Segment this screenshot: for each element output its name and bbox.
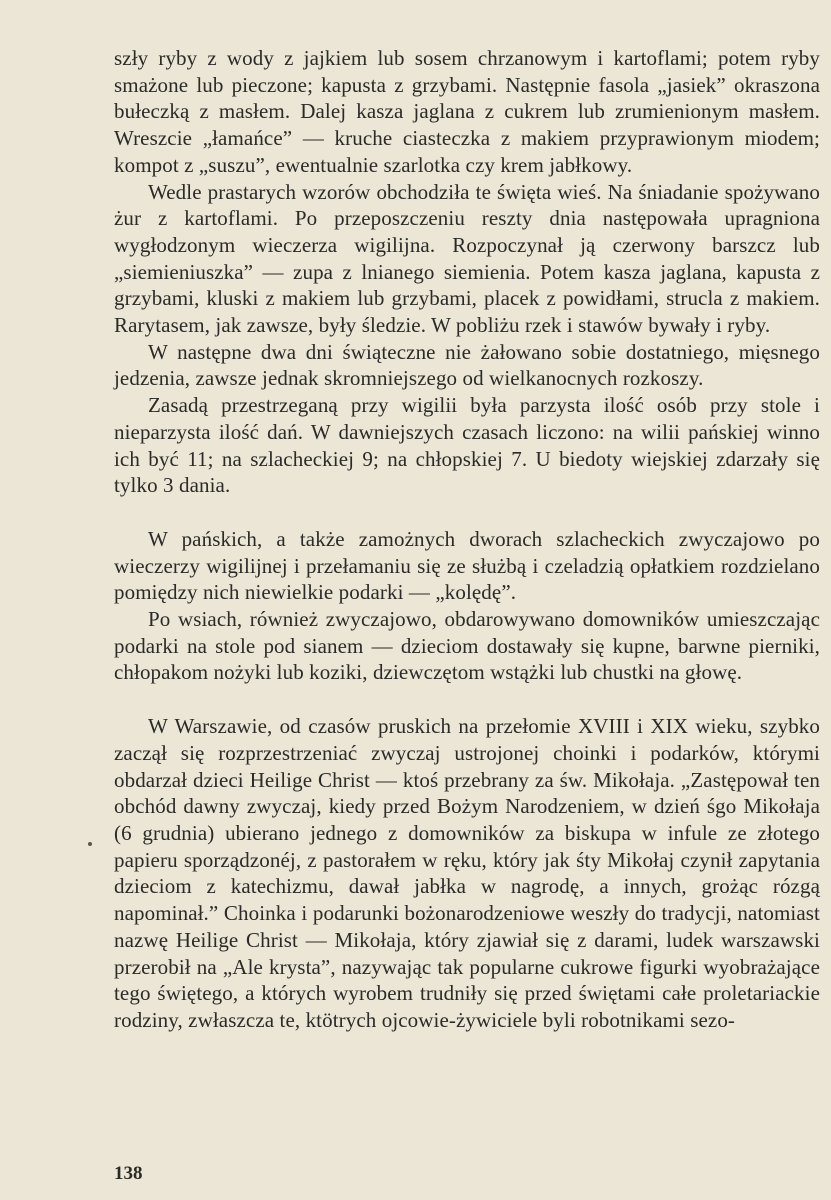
paragraph-manor-gifts: W pańskich, a także zamożnych dworach szlacheckich zwyczajowo po wieczerzy wigilijnej i przełamaniu się ze służbą i czeladzią opłatkiem rozdzielano pomiędzy nich niewielkie podarki — „kolędę”. (114, 526, 820, 605)
paragraph-continuation: szły ryby z wody z jajkiem lub sosem chrzanowym i kartoflami; potem ryby smażone lub pieczone; kapusta z grzybami. Następnie fasola „jasiek” okraszona bułeczką z masłem. Dalej kasza jaglana z cukrem lub zrumienionym masłem. Wreszcie „łamańce” — kruche ciasteczka z makiem przyprawionym miodem; kompot z „suszu”, ewentualnie szarlotka czy krem jabłkowy. (114, 46, 820, 177)
paragraph-holiday-meals: W następne dwa dni świąteczne nie żałowano sobie dostatniego, mięsnego jedzenia, zawsze jednak skromniejszego od wielkanocnych rozkoszy. (114, 339, 820, 391)
paragraph-number-of-dishes: Zasadą przestrzeganą przy wigilii była parzysta ilość osób przy stole i nieparzysta ilość dań. W dawniejszych czasach liczono: na wilii pańskiej winno ich być 11; na szlacheckiej 9; na chłopskiej 7. U biedoty wiejskiej zdarzały się tylko 3 dania. (114, 393, 820, 498)
page-number: 138 (114, 1163, 143, 1184)
paragraph-village-gifts: Po wsiach, również zwyczajowo, obdarowywano domowników umieszczając podarki na stole pod sianem — dzieciom dostawały się kupne, barwne pierniki, chłopakom nożyki lub koziki, dziewczętom wstążki lub chustki na głowę. (114, 607, 820, 685)
paragraph-warsaw-christmas-tree: W Warszawie, od czasów pruskich na przełomie XVIII i XIX wieku, szybko zaczął się rozprzestrzeniać zwyczaj ustrojonej choinki i podarków, którymi obdarzał dzieci Heilige Christ — ktoś przebrany za św. Mikołaja. „Zastępował ten obchód dawny zwyczaj, kiedy przed Bożym Narodzeniem, w dzień śgo Mikołaja (6 grudnia) ubierano jednego z domowników za biskupa w infule ze złotego papieru sporządzonéj, z pastorałem w ręku, który jak śty Mikołaj czynił zapytania dzieciom z katechizmu, dawał jabłka w nagrodę, a innych, grożąc rózgą napominał.” Choinka i podarunki bożonarodzeniowe weszły do tradycji, natomiast nazwę Heilige Christ — Mikołaja, który zjawiał się z darami, ludek warszawski przerobił na „Ale krysta”, nazywając tak popularne cukrowe figurki wyobrażające tego świętego, a których wyrobem trudniły się przed świętami całe proletariackie rodziny, zwłaszcza te, ktötrych ojcowie-żywiciele byli robotnikami sezo- (114, 714, 820, 1032)
body-text (114, 45, 820, 1034)
paragraph-village-christmas-eve: Wedle prastarych wzorów obchodziła te święta wieś. Na śniadanie spożywano żur z kartoflami. Po przeposzczeniu reszty dnia następowała upragniona wygłodzonym wieczerza wigilijna. Rozpoczynał ją czerwony barszcz lub „siemieniuszka” — zupa z lnianego siemienia. Potem kasza jaglana, kapusta z grzybami, kluski z makiem lub grzybami, placek z powidłami, strucla z makiem. Rarytasem, jak zawsze, były śledzie. W pobliżu rzek i stawów bywały i ryby. (114, 179, 820, 338)
margin-mark (88, 842, 92, 846)
